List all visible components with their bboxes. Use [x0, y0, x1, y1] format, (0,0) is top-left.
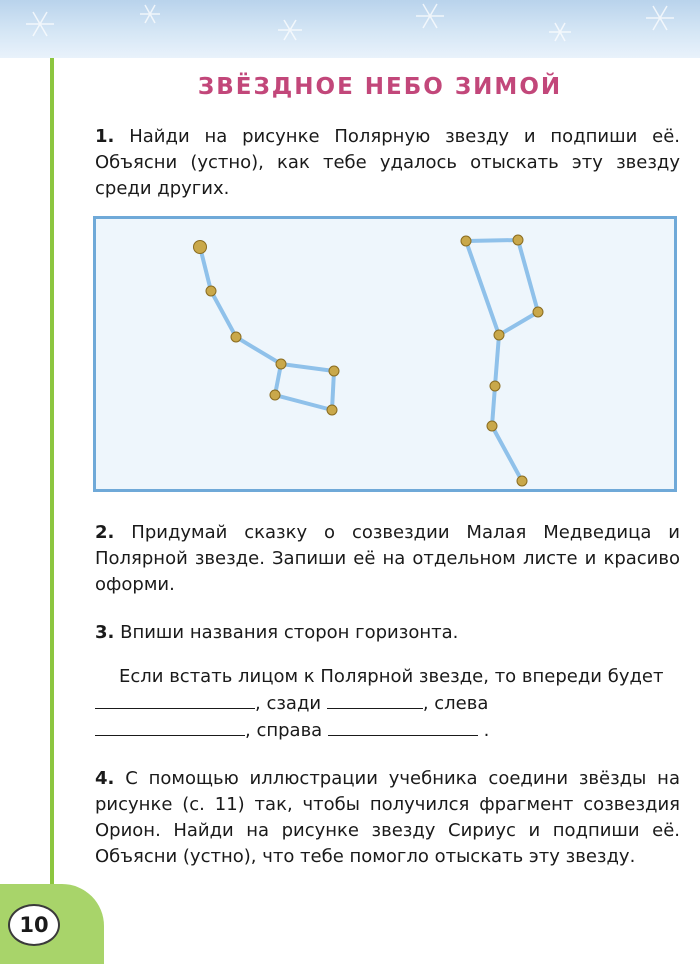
star — [533, 307, 543, 317]
star — [276, 359, 286, 369]
star — [231, 332, 241, 342]
fill-text: . — [483, 720, 490, 741]
star — [490, 381, 500, 391]
blank-behind-field[interactable] — [327, 690, 423, 709]
task-text: С помощью иллюстрации учебника соедини звёзды на рисунке (с. 11) так, чтобы получился фрагмент созвездия Орион. Найди на рисунке звезду Сириус и подпиши её. Объясни (устно), что тебе помогло отыскать эту звезду. — [95, 768, 680, 867]
ursa-minor-lines — [200, 247, 334, 410]
task-1 — [95, 124, 680, 202]
task-number: 1. — [95, 126, 115, 147]
ursa-major-lines — [466, 240, 538, 335]
star — [513, 235, 523, 245]
task-text: Найди на рисунке Полярную звезду и подпиши её. Объясни (устно), как тебе удалось отыскать эту звезду среди других. — [95, 126, 680, 199]
task-3 — [95, 620, 680, 646]
blank-left-field[interactable] — [95, 717, 245, 736]
star — [206, 286, 216, 296]
star — [327, 405, 337, 415]
fill-text: , сзади — [255, 693, 322, 714]
fill-text: , справа — [245, 720, 323, 741]
blank-front-field[interactable] — [95, 690, 255, 709]
star — [517, 476, 527, 486]
star — [329, 366, 339, 376]
snowflake-decoration — [0, 0, 700, 58]
ursa-major-handle — [492, 335, 522, 481]
fill-in-paragraph — [95, 664, 680, 744]
task-text: Придумай сказку о созвездии Малая Медведица и Полярной звезде. Запиши её на отдельном листе и красиво оформи. — [95, 522, 680, 595]
task-number: 4. — [95, 768, 115, 789]
fill-text: , слева — [422, 693, 489, 714]
task-2 — [95, 520, 680, 598]
page-title: ЗВЁЗДНОЕ НЕБО ЗИМОЙ — [197, 74, 563, 100]
star — [494, 330, 504, 340]
star-polaris — [194, 241, 207, 254]
task-number: 2. — [95, 522, 115, 543]
page-number: 10 — [8, 904, 60, 946]
star — [487, 421, 497, 431]
task-text: Впиши названия сторон горизонта. — [120, 622, 459, 643]
winter-header-band — [0, 0, 700, 58]
fill-text: Если встать лицом к Полярной звезде, то впереди будет — [119, 666, 664, 687]
constellation-box — [93, 216, 677, 492]
task-number: 3. — [95, 622, 115, 643]
margin-line — [50, 58, 54, 898]
star — [270, 390, 280, 400]
constellation-diagram — [96, 219, 680, 495]
blank-right-field[interactable] — [328, 717, 478, 736]
task-4 — [95, 766, 680, 870]
star — [461, 236, 471, 246]
